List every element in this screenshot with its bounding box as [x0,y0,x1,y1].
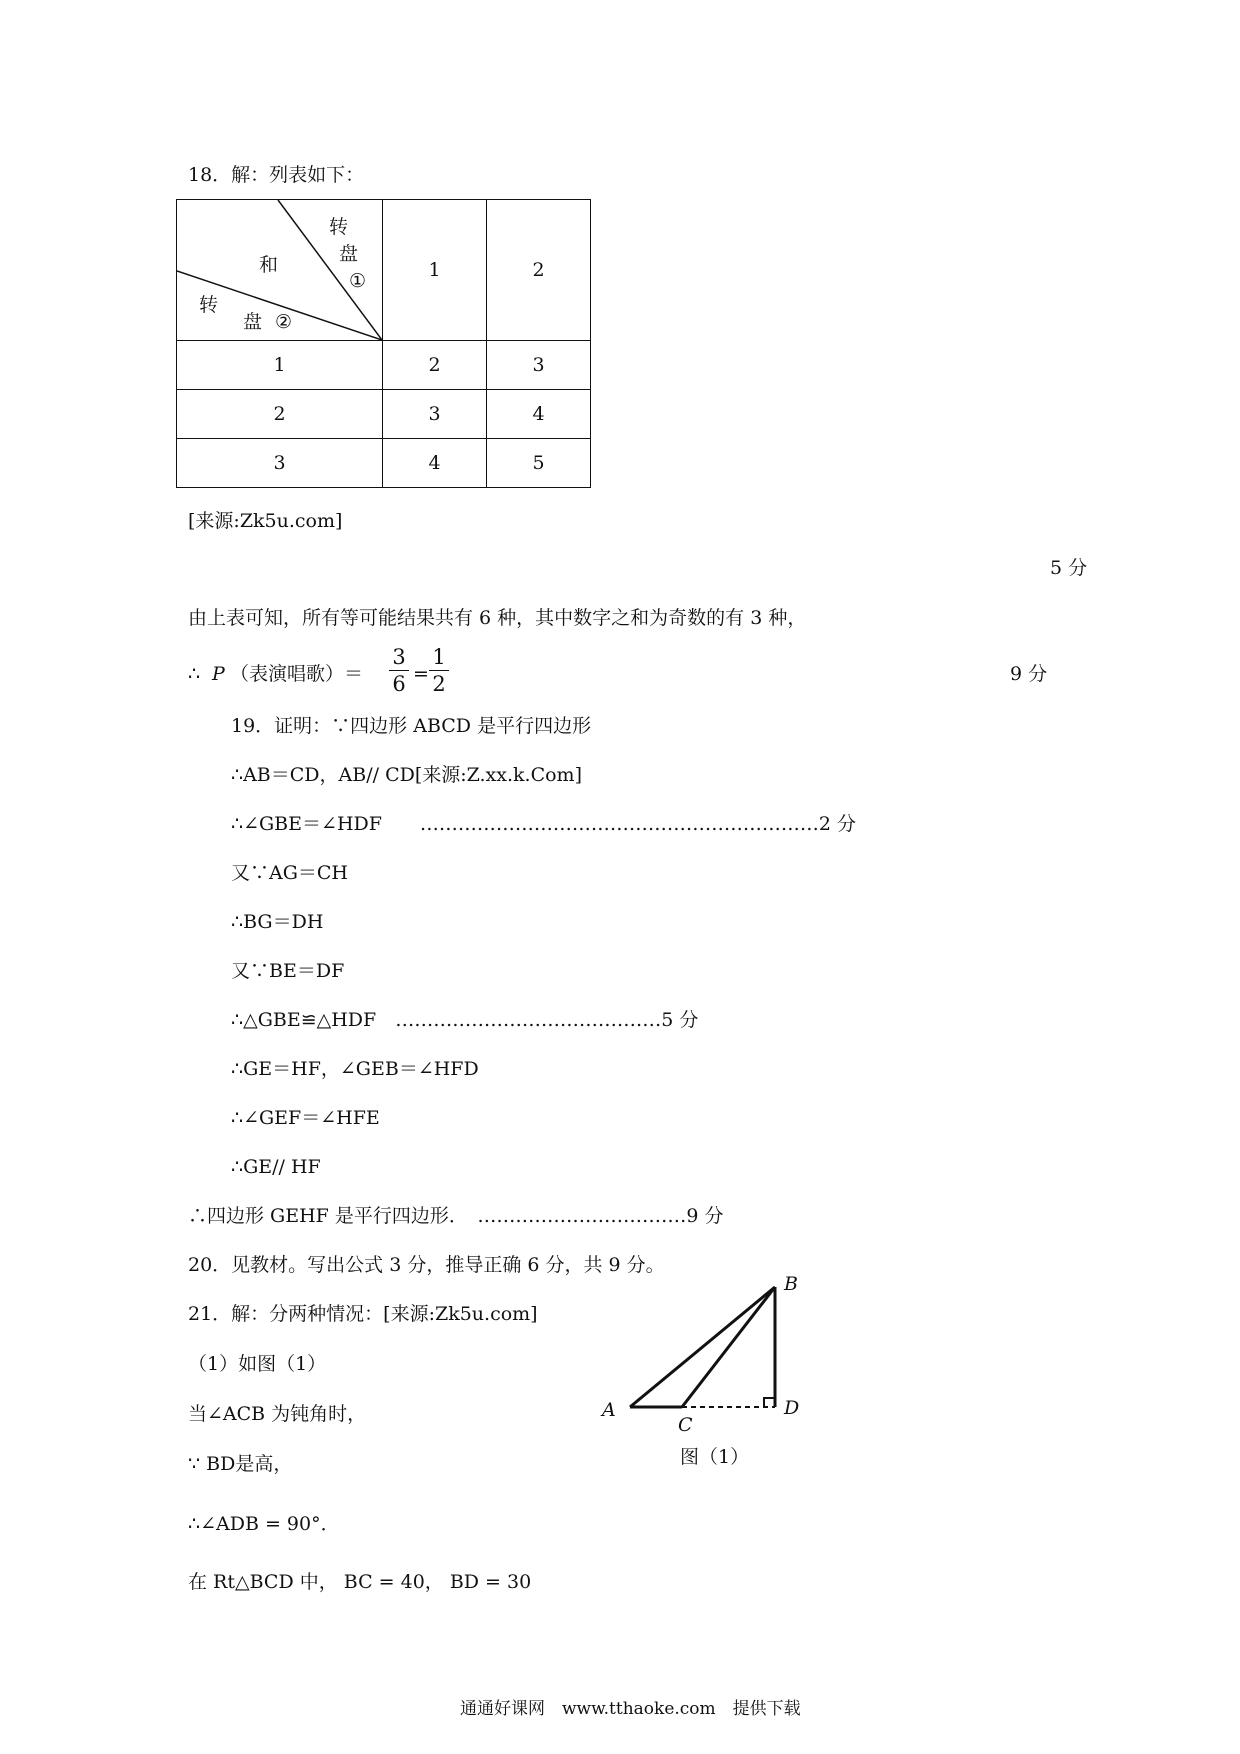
q18-prob-prefix: ∴ [188,663,201,685]
left-label-1: 转 [199,294,219,316]
table-row [177,390,591,439]
frac1-den: 6 [392,672,406,696]
q19-line: ∴四边形 GEHF 是平行四边形． ……………………………9 分 [188,1205,724,1227]
q21-case: （1）如图（1） [188,1353,327,1375]
page-footer: 通通好课网 www.tthaoke.com 提供下载 [460,1699,801,1719]
frac1-num: 3 [392,645,406,669]
q18-score-1: 5 分 [1050,557,1088,579]
q18-source: [来源:Zk5u.com] [188,510,343,532]
row-head: 1 [177,341,383,390]
q19-line: ∴∠GEF＝∠HFE [231,1107,380,1129]
row-head: 3 [177,439,383,488]
row-head: 2 [177,390,383,439]
col-header-2: 2 [487,200,591,341]
top-label-3: ① [349,270,367,292]
q19-line: 又∵BE＝DF [231,960,345,982]
left-label-3: ② [275,311,293,333]
side-ab [630,1287,775,1407]
fraction-3-6 [389,644,409,697]
label-a: A [602,1399,616,1421]
q20-text: 20．见教材。写出公式 3 分，推导正确 6 分，共 9 分。 [188,1254,665,1276]
q19-line: ∴GE＝HF，∠GEB＝∠HFD [231,1058,479,1080]
q18-header: 18．解：列表如下： [188,164,365,186]
q18-prob-text: （表演唱歌）＝ [230,663,364,685]
table-cell: 4 [383,439,487,488]
right-angle-mark [764,1398,775,1407]
fraction-1-2 [429,644,449,697]
label-d: D [784,1397,800,1419]
q18-prob-p: P [212,663,225,685]
table-row [177,341,591,390]
label-c: C [678,1414,693,1436]
q21-header: 21．解：分两种情况：[来源:Zk5u.com] [188,1303,538,1325]
q19-line: ∴∠GBE＝∠HDF ………………………………………………………2 分 [231,813,857,835]
q19-line: ∴AB＝CD，AB// CD[来源:Z.xx.k.Com] [231,764,582,786]
q21-line-3: ∴∠ADB = 90°． [188,1513,340,1535]
top-label-2: 盘 [339,243,359,265]
table-row [177,439,591,488]
side-cb [682,1287,775,1407]
q21-line-1: 当∠ACB 为钝角时， [188,1403,367,1425]
frac2-num: 1 [432,645,446,669]
frac2-den: 2 [432,672,446,696]
diagonal-header-cell [177,200,383,341]
table-cell: 3 [383,390,487,439]
q19-line: ∴GE// HF [231,1156,321,1178]
q21-line-2: ∵ BD是高， [188,1453,293,1475]
figure-caption: 图（1） [680,1446,750,1468]
q18-conclusion: 由上表可知，所有等可能结果共有 6 种，其中数字之和为奇数的有 3 种， [188,607,807,629]
top-label-1: 转 [329,216,349,238]
table-cell: 2 [383,341,487,390]
sum-table [176,199,591,488]
label-b: B [784,1273,798,1295]
q18-eq: = [413,663,429,685]
col-header-1: 1 [383,200,487,341]
left-label-2: 盘 [243,311,263,333]
mid-label: 和 [259,254,279,276]
q19-line: 又∵AG＝CH [231,862,349,884]
table-cell: 4 [487,390,591,439]
triangle-figure [600,1273,820,1468]
table-cell: 5 [487,439,591,488]
q21-line-4: 在 Rt△BCD 中， BC = 40， BD = 30 [188,1571,532,1593]
q19-line: ∴△GBE≌△HDF ……………………………………5 分 [231,1009,699,1031]
q19-line: 19．证明：∵四边形 ABCD 是平行四边形 [231,715,592,737]
q19-line: ∴BG＝DH [231,911,324,933]
table-cell: 3 [487,341,591,390]
q18-score-2: 9 分 [1010,663,1048,685]
